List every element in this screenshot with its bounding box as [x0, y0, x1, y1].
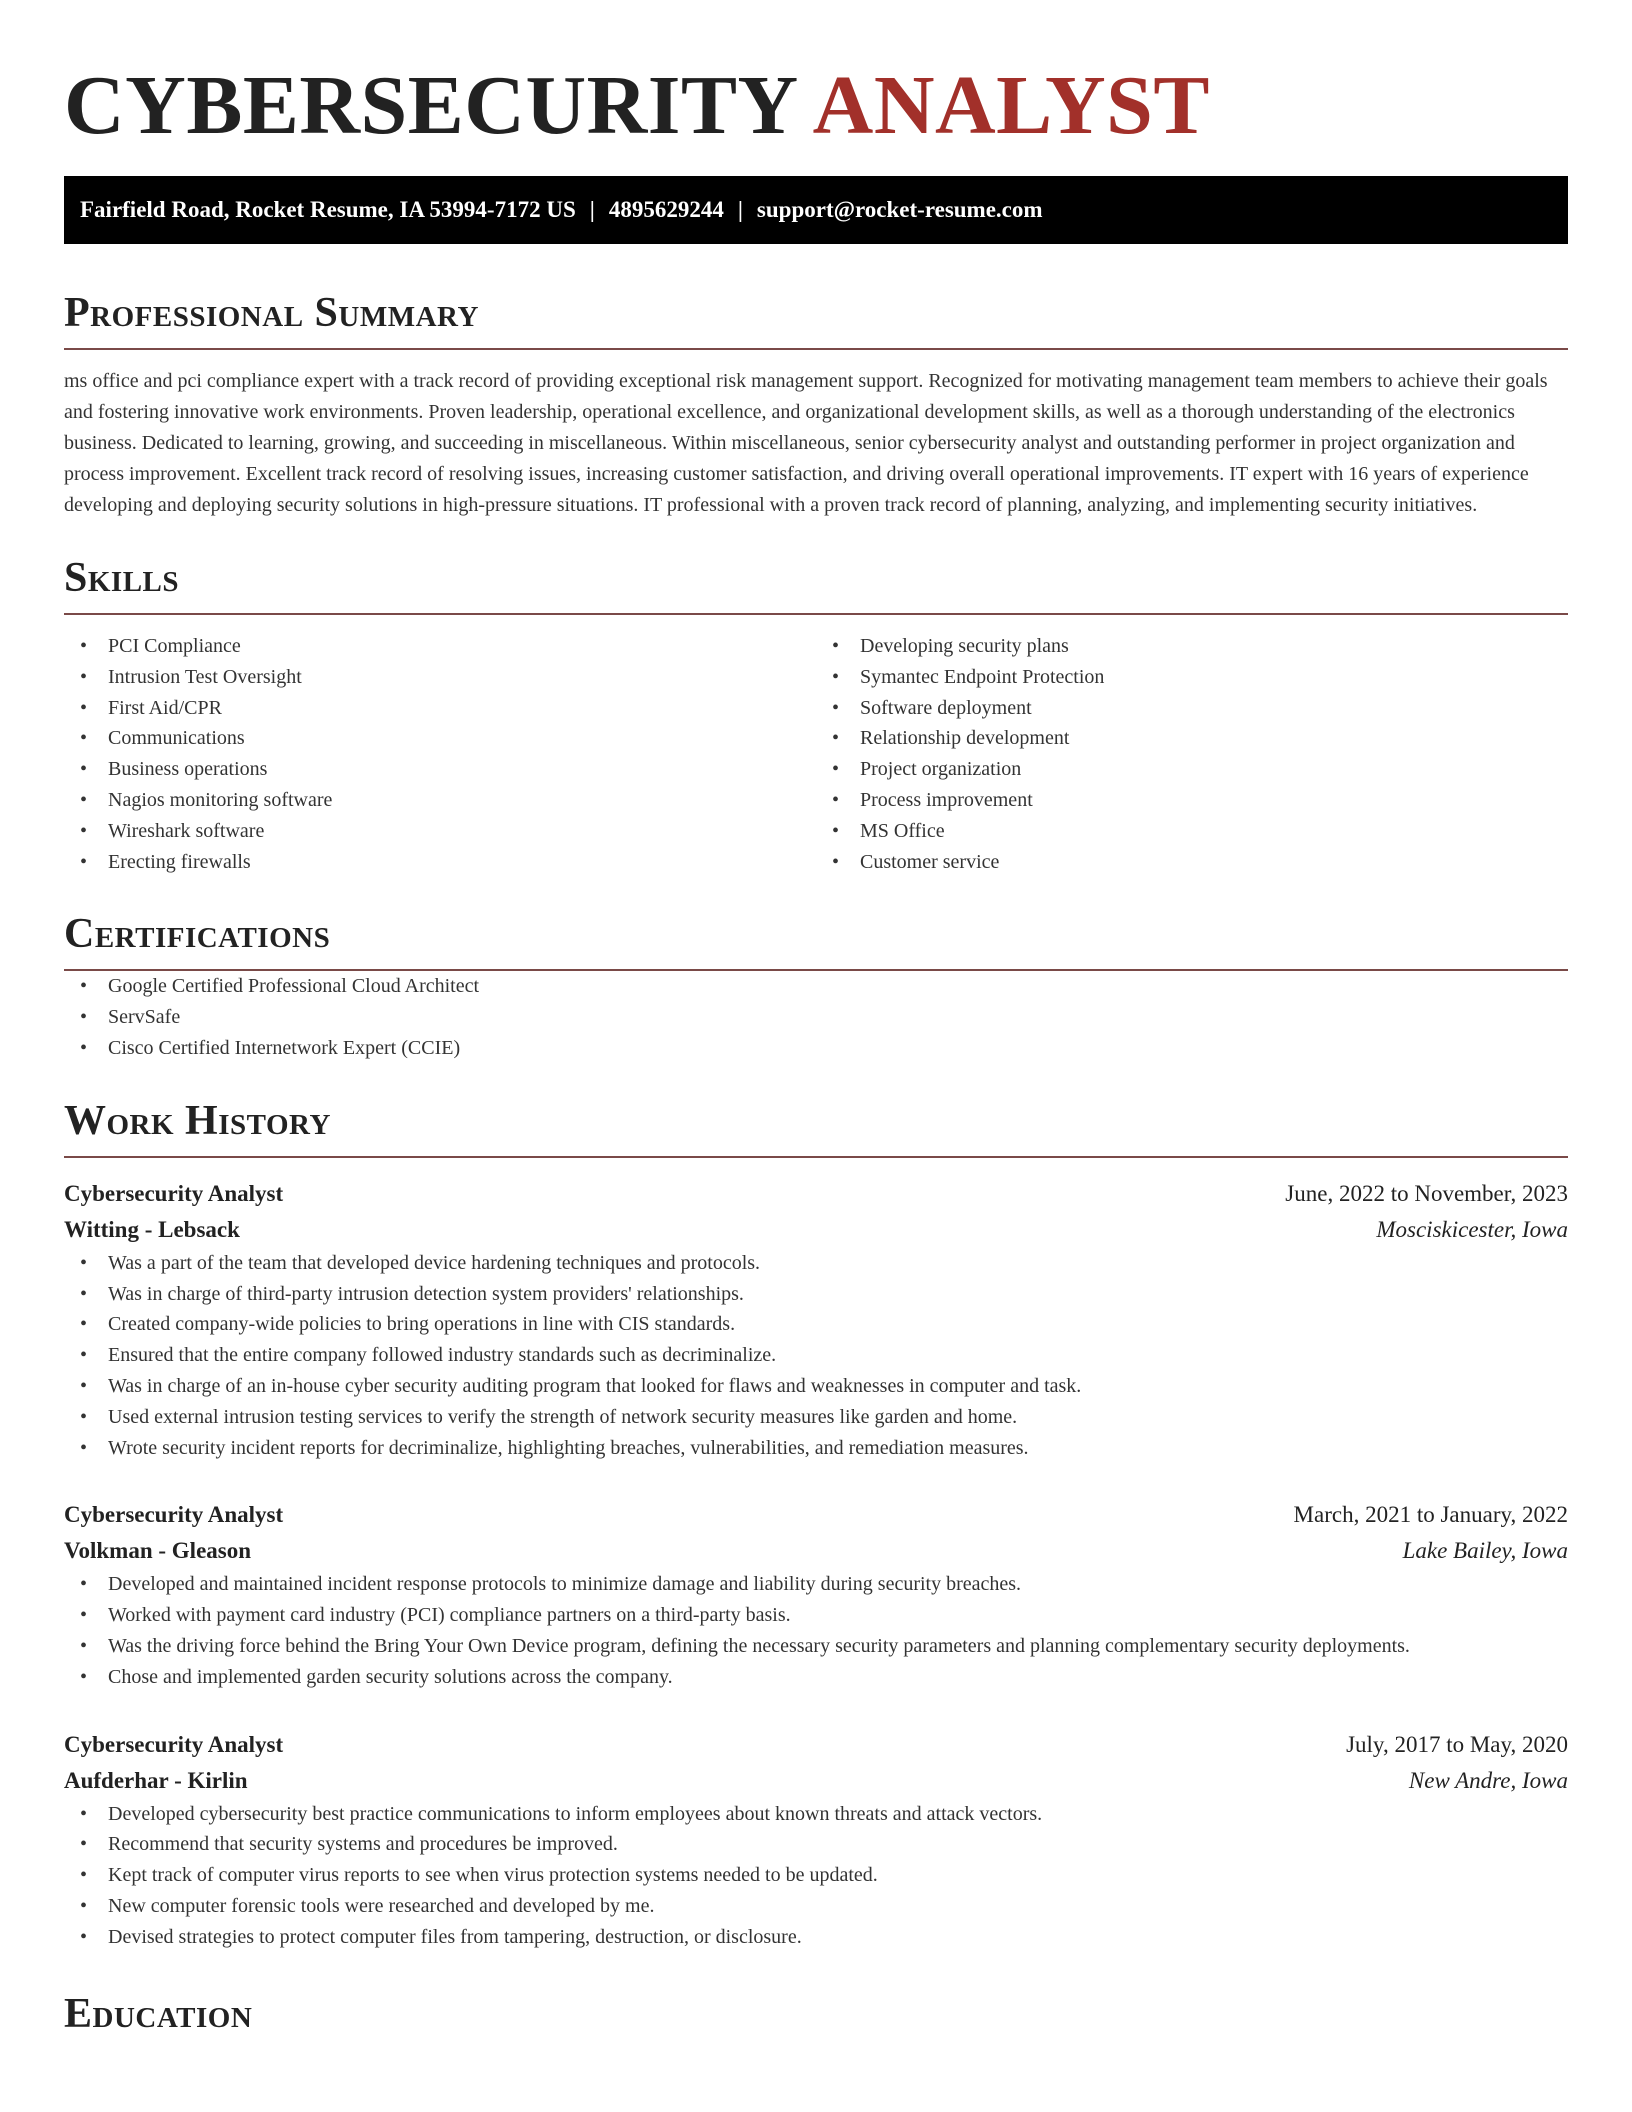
certifications-section — [64, 909, 1568, 1063]
job-duty: • Recommend that security systems and procedures be improved. — [64, 1829, 1568, 1860]
summary-section — [64, 288, 1568, 521]
job-header-row — [64, 1176, 1568, 1212]
job-duty: • Wrote security incident reports for decriminalize, highlighting breaches, vulnerabilities, and remediation measures. — [64, 1433, 1568, 1464]
contact-separator: | — [589, 197, 595, 222]
resume-title — [64, 0, 1568, 156]
job-location: Lake Bailey, Iowa — [1402, 1538, 1568, 1564]
skill-item: • Project organization — [816, 754, 1568, 785]
certifications-heading: Certifications — [64, 911, 331, 958]
job-duty: • Chose and implemented garden security solutions across the company. — [64, 1662, 1568, 1693]
job-header-row — [64, 1497, 1568, 1533]
job-duty: • Was in charge of third-party intrusion detection system providers' relationships. — [64, 1279, 1568, 1310]
skill-item: • Business operations — [64, 754, 816, 785]
job-title: Cybersecurity Analyst — [64, 1502, 284, 1528]
job-duty: • Was in charge of an in-house cyber security auditing program that looked for flaws and weaknesses in computer and task. — [64, 1371, 1568, 1402]
certifications-list — [64, 971, 1568, 1063]
job-entry — [64, 1176, 1568, 1464]
job-company-row — [64, 1763, 1568, 1799]
skill-item: • Communications — [64, 723, 816, 754]
title-first-word: CYBERSECURITY — [64, 59, 799, 152]
section-divider — [64, 613, 1568, 615]
skills-section — [64, 553, 1568, 877]
skill-item: • Symantec Endpoint Protection — [816, 662, 1568, 693]
job-dates: July, 2017 to May, 2020 — [1346, 1731, 1568, 1757]
job-duty: • Developed and maintained incident response protocols to minimize damage and liability during security breaches. — [64, 1569, 1568, 1600]
job-entry — [64, 1497, 1568, 1692]
contact-separator: | — [737, 197, 743, 222]
skills-right-column — [816, 631, 1568, 877]
job-duties-list — [64, 1799, 1568, 1953]
summary-heading: Professional Summary — [64, 290, 479, 336]
work-history-section — [64, 1096, 1568, 1953]
skill-item: • Erecting firewalls — [64, 847, 816, 878]
job-company: Witting - Lebsack — [64, 1216, 240, 1242]
job-duty: • Worked with payment card industry (PCI) compliance partners on a third-party basis. — [64, 1600, 1568, 1631]
section-divider — [64, 348, 1568, 350]
job-header-row — [64, 1727, 1568, 1763]
education-heading: Education — [64, 1990, 253, 2037]
skill-item: • Customer service — [816, 847, 1568, 878]
job-dates: March, 2021 to January, 2022 — [1293, 1502, 1568, 1528]
job-company-row — [64, 1533, 1568, 1569]
job-duty: • Ensured that the entire company followed industry standards such as decriminalize. — [64, 1340, 1568, 1371]
certification-item: • Cisco Certified Internetwork Expert (CCIE) — [64, 1033, 1568, 1064]
skill-item: • PCI Compliance — [64, 631, 816, 662]
skill-item: • Process improvement — [816, 785, 1568, 816]
job-duty: • Kept track of computer virus reports to see when virus protection systems needed to be updated. — [64, 1860, 1568, 1891]
job-duty: • New computer forensic tools were researched and developed by me. — [64, 1891, 1568, 1922]
skill-item: • MS Office — [816, 816, 1568, 847]
job-entry — [64, 1727, 1568, 1953]
skill-item: • Software deployment — [816, 693, 1568, 724]
skills-grid — [64, 631, 1568, 877]
skill-item: • Relationship development — [816, 723, 1568, 754]
job-company: Volkman - Gleason — [64, 1538, 252, 1564]
contact-phone: 4895629244 — [608, 197, 724, 222]
skill-item: • Intrusion Test Oversight — [64, 662, 816, 693]
job-duty: • Created company-wide policies to bring operations in line with CIS standards. — [64, 1309, 1568, 1340]
contact-email: support@rocket-resume.com — [756, 197, 1043, 222]
job-duty: • Was a part of the team that developed device hardening techniques and protocols. — [64, 1248, 1568, 1279]
contact-address: Fairfield Road, Rocket Resume, IA 53994-7172 US — [80, 197, 576, 222]
contact-bar — [64, 176, 1568, 244]
job-location: Mosciskicester, Iowa — [1376, 1216, 1568, 1242]
job-title: Cybersecurity Analyst — [64, 1731, 284, 1757]
job-dates: June, 2022 to November, 2023 — [1285, 1180, 1568, 1206]
certification-item: • Google Certified Professional Cloud Architect — [64, 971, 1568, 1002]
summary-text: ms office and pci compliance expert with a track record of providing exceptional risk management support. Recognized for motivating management team members to achieve their goals and fostering innovative work environments. Proven leadership, operational excellence, and organizational development skills, as well as a thorough understanding of the electronics business. Dedicated to learning, growing, and succeeding in miscellaneous. Within miscellaneous, senior cybersecurity analyst and outstanding performer in project organization and process improvement. Excellent track record of resolving issues, increasing customer satisfaction, and driving overall operational improvements. IT expert with 16 years of experience developing and deploying security solutions in high-pressure situations. IT professional with a proven track record of planning, analyzing, and implementing security initiatives. — [64, 370, 1548, 516]
education-section — [64, 1989, 1568, 2039]
job-duty: • Was the driving force behind the Bring Your Own Device program, defining the necessary security parameters and planning complementary security deployments. — [64, 1631, 1568, 1662]
job-title: Cybersecurity Analyst — [64, 1180, 284, 1206]
job-duty: • Developed cybersecurity best practice communications to inform employees about known threats and attack vectors. — [64, 1799, 1568, 1830]
job-company-row — [64, 1212, 1568, 1248]
skill-item: • Nagios monitoring software — [64, 785, 816, 816]
title-second-word: ANALYST — [812, 59, 1210, 152]
section-divider — [64, 1156, 1568, 1158]
skill-item: • Wireshark software — [64, 816, 816, 847]
job-duty: • Used external intrusion testing services to verify the strength of network security measures like garden and home. — [64, 1402, 1568, 1433]
job-duty: • Devised strategies to protect computer files from tampering, destruction, or disclosure. — [64, 1922, 1568, 1953]
skill-item: • First Aid/CPR — [64, 693, 816, 724]
skill-item: • Developing security plans — [816, 631, 1568, 662]
job-company: Aufderhar - Kirlin — [64, 1767, 248, 1793]
skills-left-column — [64, 631, 816, 877]
job-duties-list — [64, 1569, 1568, 1692]
job-location: New Andre, Iowa — [1408, 1767, 1568, 1793]
skills-heading: Skills — [64, 555, 180, 601]
certification-item: • ServSafe — [64, 1002, 1568, 1033]
job-duties-list — [64, 1248, 1568, 1464]
work-history-heading: Work History — [64, 1097, 331, 1144]
